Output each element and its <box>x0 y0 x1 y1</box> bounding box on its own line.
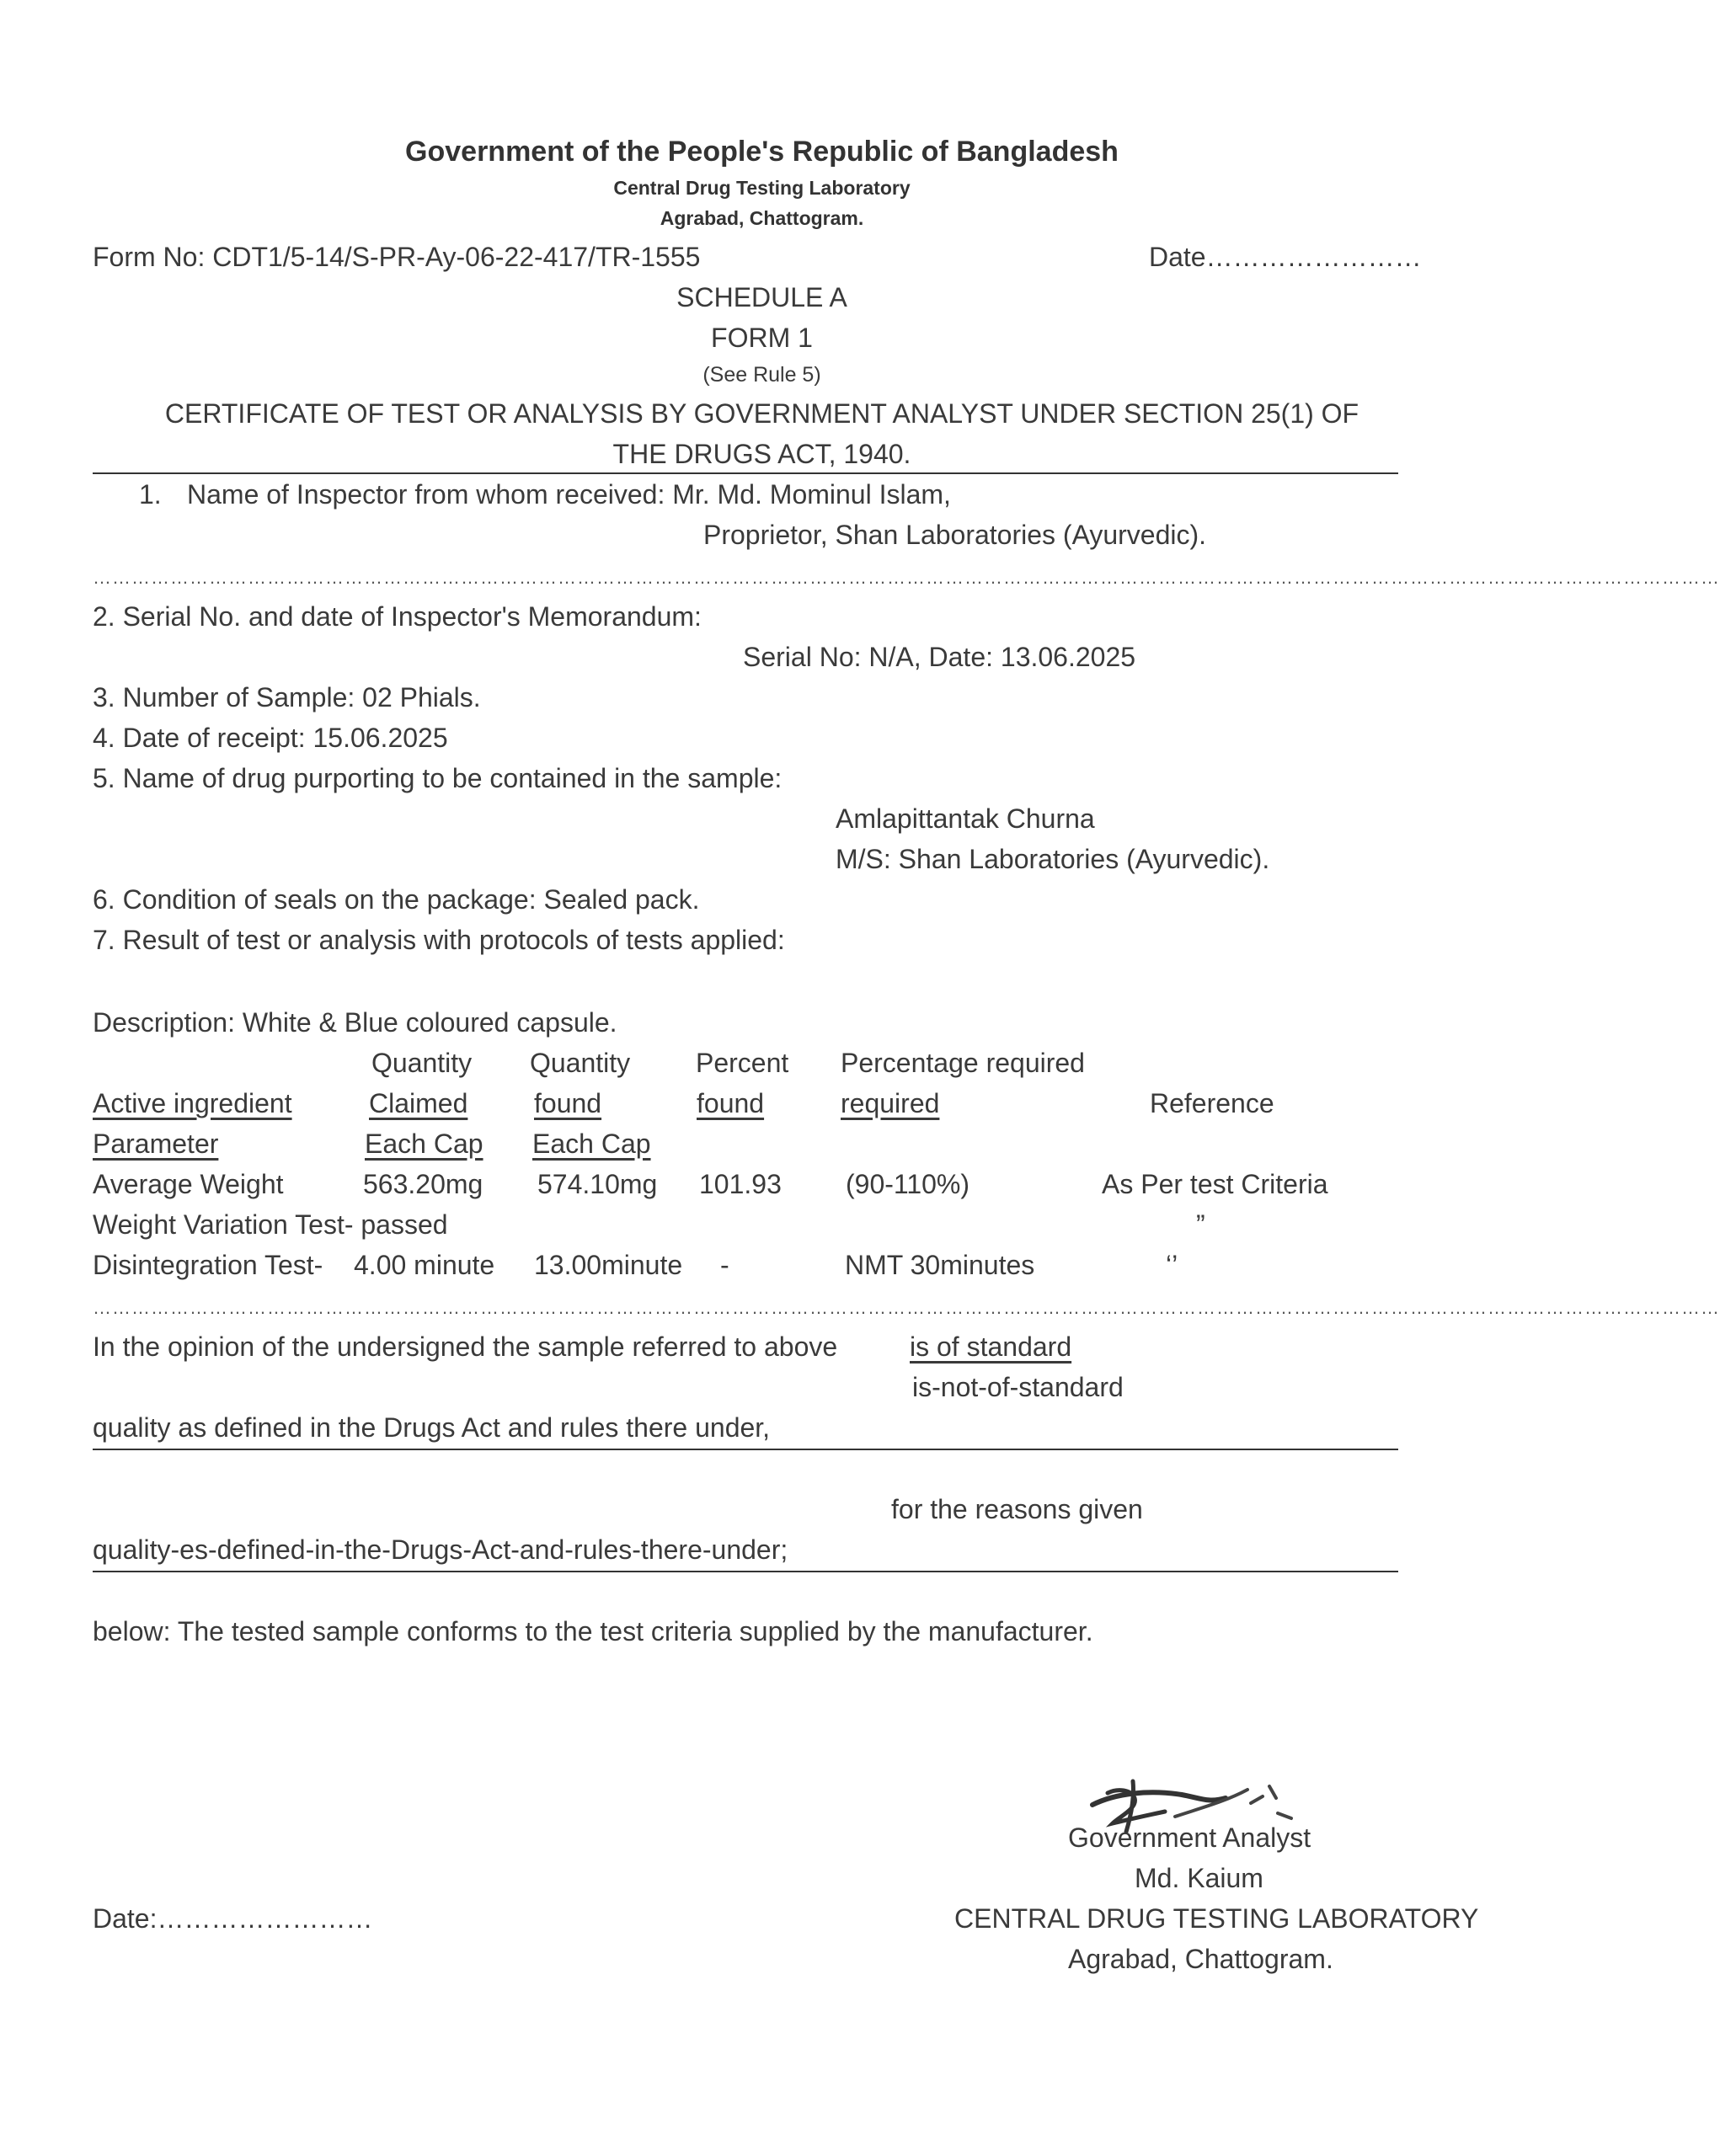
item5-drug-name-label: 5. Name of drug purporting to be contained in the sample: <box>93 763 783 793</box>
row-average-weight-claimed: 563.20mg <box>363 1169 483 1199</box>
row-average-weight-required: (90-110%) <box>846 1169 970 1199</box>
opinion-line3: quality-es-defined-in-the-Drugs-Act-and-rules-there-under; <box>93 1534 788 1565</box>
signatory-address: Agrabad, Chattogram. <box>1068 1944 1333 1974</box>
opinion-rule-2 <box>93 1571 1398 1572</box>
row-average-weight-found: 574.10mg <box>537 1169 658 1199</box>
opinion-is-not-of-standard: is-not-of-standard <box>912 1372 1124 1402</box>
table-head-each-cap-found: Each Cap <box>532 1129 651 1159</box>
item2-serial: Serial No: N/A, Date: 13.06.2025 <box>743 642 1136 672</box>
signatory-lab: CENTRAL DRUG TESTING LABORATORY <box>954 1903 1479 1934</box>
item5-manufacturer: M/S: Shan Laboratories (Ayurvedic). <box>836 844 1270 874</box>
table-head-found: found <box>534 1088 602 1118</box>
opinion-is-of-standard: is of standard <box>910 1331 1072 1362</box>
dotted-rule-2: ……………………………………………………………………………………………………………………………………………………………………………………………………………………………… <box>93 1297 1720 1318</box>
row-average-weight-reference: As Per test Criteria <box>1102 1169 1328 1199</box>
item1-inspector: Name of Inspector from whom received: Mr. Md. Mominul Islam, <box>187 479 951 510</box>
item5-drug-name: Amlapittantak Churna <box>836 803 1095 834</box>
table-head-quantity-found: Quantity <box>530 1048 631 1078</box>
opinion-conclusion: below: The tested sample conforms to the test criteria supplied by the manufacturer. <box>93 1616 1093 1646</box>
government-heading: Government of the People's Republic of Bangladesh <box>405 136 1119 168</box>
table-head-percent-found: found <box>697 1088 765 1118</box>
row-disintegration-ditto: ‘’ <box>1166 1250 1178 1280</box>
item1-line2: Proprietor, Shan Laboratories (Ayurvedic). <box>703 520 1207 550</box>
table-head-quantity-claimed: Quantity <box>371 1048 473 1078</box>
item6-seals: 6. Condition of seals on the package: Sealed pack. <box>93 884 700 915</box>
signatory-name: Md. Kaium <box>1135 1863 1263 1893</box>
row-disintegration-required: NMT 30minutes <box>845 1250 1035 1280</box>
table-head-claimed: Claimed <box>369 1088 468 1118</box>
dotted-rule-1: ……………………………………………………………………………………………………………………………………………………………………………………………………………………………… <box>93 567 1720 588</box>
opinion-line1: In the opinion of the undersigned the sample referred to above <box>93 1331 838 1362</box>
certificate-title-line1: CERTIFICATE OF TEST OR ANALYSIS BY GOVERNMENT ANALYST UNDER SECTION 25(1) OF <box>164 398 1359 429</box>
row-disintegration-percent: - <box>720 1250 729 1280</box>
signatory-title: Government Analyst <box>1068 1822 1311 1853</box>
item2-memorandum: 2. Serial No. and date of Inspector's Memorandum: <box>93 601 702 632</box>
opinion-rule-1 <box>93 1449 1398 1450</box>
row-average-weight-name: Average Weight <box>93 1169 284 1199</box>
lab-heading: Central Drug Testing Laboratory <box>613 177 911 199</box>
row-weight-variation-ditto: ” <box>1196 1209 1205 1240</box>
row-disintegration-found: 13.00minute <box>534 1250 683 1280</box>
item1-number: 1. <box>139 479 162 510</box>
row-disintegration-claimed: 4.00 minute <box>354 1250 495 1280</box>
table-head-required: required <box>841 1088 940 1118</box>
row-average-weight-percent: 101.93 <box>699 1169 782 1199</box>
form-number: Form No: CDT1/5-14/S-PR-Ay-06-22-417/TR-1555 <box>93 242 701 272</box>
row-weight-variation: Weight Variation Test- passed <box>93 1209 448 1240</box>
certificate-title-line2: THE DRUGS ACT, 1940. <box>612 439 911 469</box>
item4-receipt-date: 4. Date of receipt: 15.06.2025 <box>93 723 448 753</box>
opinion-reasons: for the reasons given <box>891 1494 1143 1524</box>
row-disintegration-name: Disintegration Test- <box>93 1250 323 1280</box>
description: Description: White & Blue coloured capsule. <box>93 1007 617 1038</box>
schedule-label: SCHEDULE A <box>676 282 847 312</box>
table-head-parameter: Parameter <box>93 1129 219 1159</box>
date-top: Date…………………… <box>1149 242 1422 272</box>
table-head-percent: Percent <box>696 1048 789 1078</box>
date-bottom: Date:…………………… <box>93 1903 373 1934</box>
lab-address: Agrabad, Chattogram. <box>660 207 864 229</box>
opinion-line2: quality as defined in the Drugs Act and rules there under, <box>93 1412 771 1443</box>
item7-result: 7. Result of test or analysis with protocols of tests applied: <box>93 925 785 955</box>
table-head-percentage-required: Percentage required <box>841 1048 1085 1078</box>
table-head-each-cap-claimed: Each Cap <box>365 1129 483 1159</box>
title-rule <box>93 472 1398 474</box>
item3-samples: 3. Number of Sample: 02 Phials. <box>93 682 481 712</box>
see-rule: (See Rule 5) <box>702 363 821 387</box>
table-head-active-ingredient: Active ingredient <box>93 1088 292 1118</box>
form-label: FORM 1 <box>711 323 813 353</box>
table-head-reference: Reference <box>1150 1088 1274 1118</box>
